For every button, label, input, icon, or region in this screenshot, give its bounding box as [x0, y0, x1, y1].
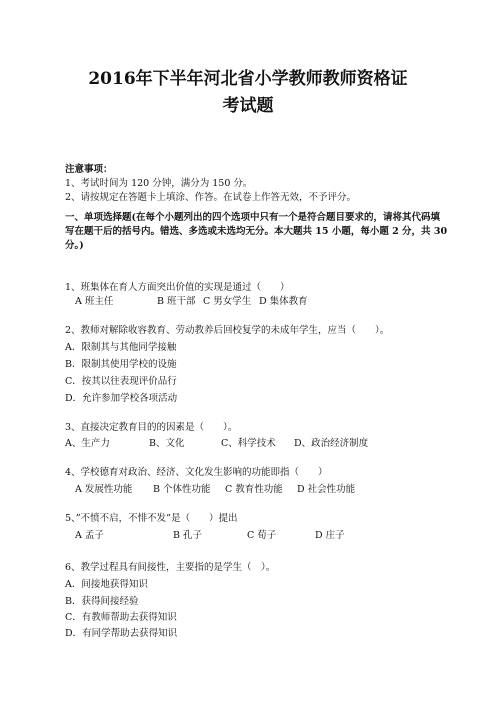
notice-item: 1、考试时间为 120 分钟，满分为 150 分。	[65, 178, 253, 189]
option-c: C 荀子	[247, 530, 277, 541]
option-a: A 班主任	[75, 296, 114, 307]
option-b: B．获得间接经验	[65, 596, 139, 607]
option-a: A．限制其与其他同学接触	[65, 342, 177, 353]
section-instruction: 一、单项选择题(在每个小题列出的四个选项中只有一个是符合题目要求的，请将其代码填	[65, 212, 440, 223]
option-d: D 庄子	[315, 530, 345, 541]
option-c: C．有教师帮助去获得知识	[65, 612, 177, 623]
option-b: B 个体性功能	[153, 484, 211, 495]
question-stem: 6、教学过程具有间接性，主要指的是学生（ ）。	[65, 562, 276, 573]
option-c: C、科学技术	[221, 438, 276, 449]
option-d: D、政治经济制度	[294, 438, 369, 449]
option-a: A 孟子	[75, 530, 104, 541]
option-a: A 发展性功能	[75, 484, 133, 495]
option-d: D 集体教育	[259, 296, 308, 307]
section-instruction: 分。)	[65, 240, 84, 251]
question-stem: 5、”不愤不启，不悱不发”是（ ）提出	[65, 513, 238, 524]
option-d: D．允许参加学校各项活动	[65, 393, 178, 404]
notice-heading: 注意事项：	[65, 164, 113, 175]
question-stem: 4、学校德育对政治、经济、文化发生影响的功能即指（ ）	[65, 467, 328, 478]
option-c: C．按其以往表现评价品行	[65, 376, 177, 387]
option-b: B 班干部	[157, 296, 196, 307]
question-stem: 2、教师对解除收容教育、劳动教养后回校复学的未成年学生，应当（ ）。	[65, 325, 390, 336]
question-options-row	[75, 483, 355, 496]
section-instruction: 写在题干后的括号内。错选、多选或未选均无分。本大题共 15 小题，每小题 2 分，共 30	[65, 226, 448, 237]
question-options-row	[75, 529, 345, 542]
notice-item: 2、请按规定在答题卡上填涂、作答。在试卷上作答无效，不予评分。	[65, 192, 357, 203]
question-stem: 1、班集体在育人方面突出价值的实现是通过（ ）	[65, 282, 290, 293]
option-b: B 孔子	[173, 530, 203, 541]
option-a: A．间接地获得知识	[65, 579, 148, 590]
option-c: C 教育性功能	[225, 484, 283, 495]
exam-title-line2: 考试题	[222, 96, 274, 116]
option-a: A、生产力	[65, 438, 110, 449]
option-b: B．限制其使用学校的设施	[65, 359, 177, 370]
question-options-row	[65, 437, 368, 450]
option-d: D 社会性功能	[297, 484, 356, 495]
exam-title-line1: 2016年下半年河北省小学教师教师资格证	[88, 69, 408, 89]
question-options-row	[75, 295, 308, 308]
question-stem: 3、直接决定教育目的的因素是（ ）。	[65, 422, 238, 433]
option-d: D．有同学帮助去获得知识	[65, 628, 178, 639]
option-c: C 男女学生	[203, 296, 252, 307]
option-b: B、文化	[149, 438, 185, 449]
